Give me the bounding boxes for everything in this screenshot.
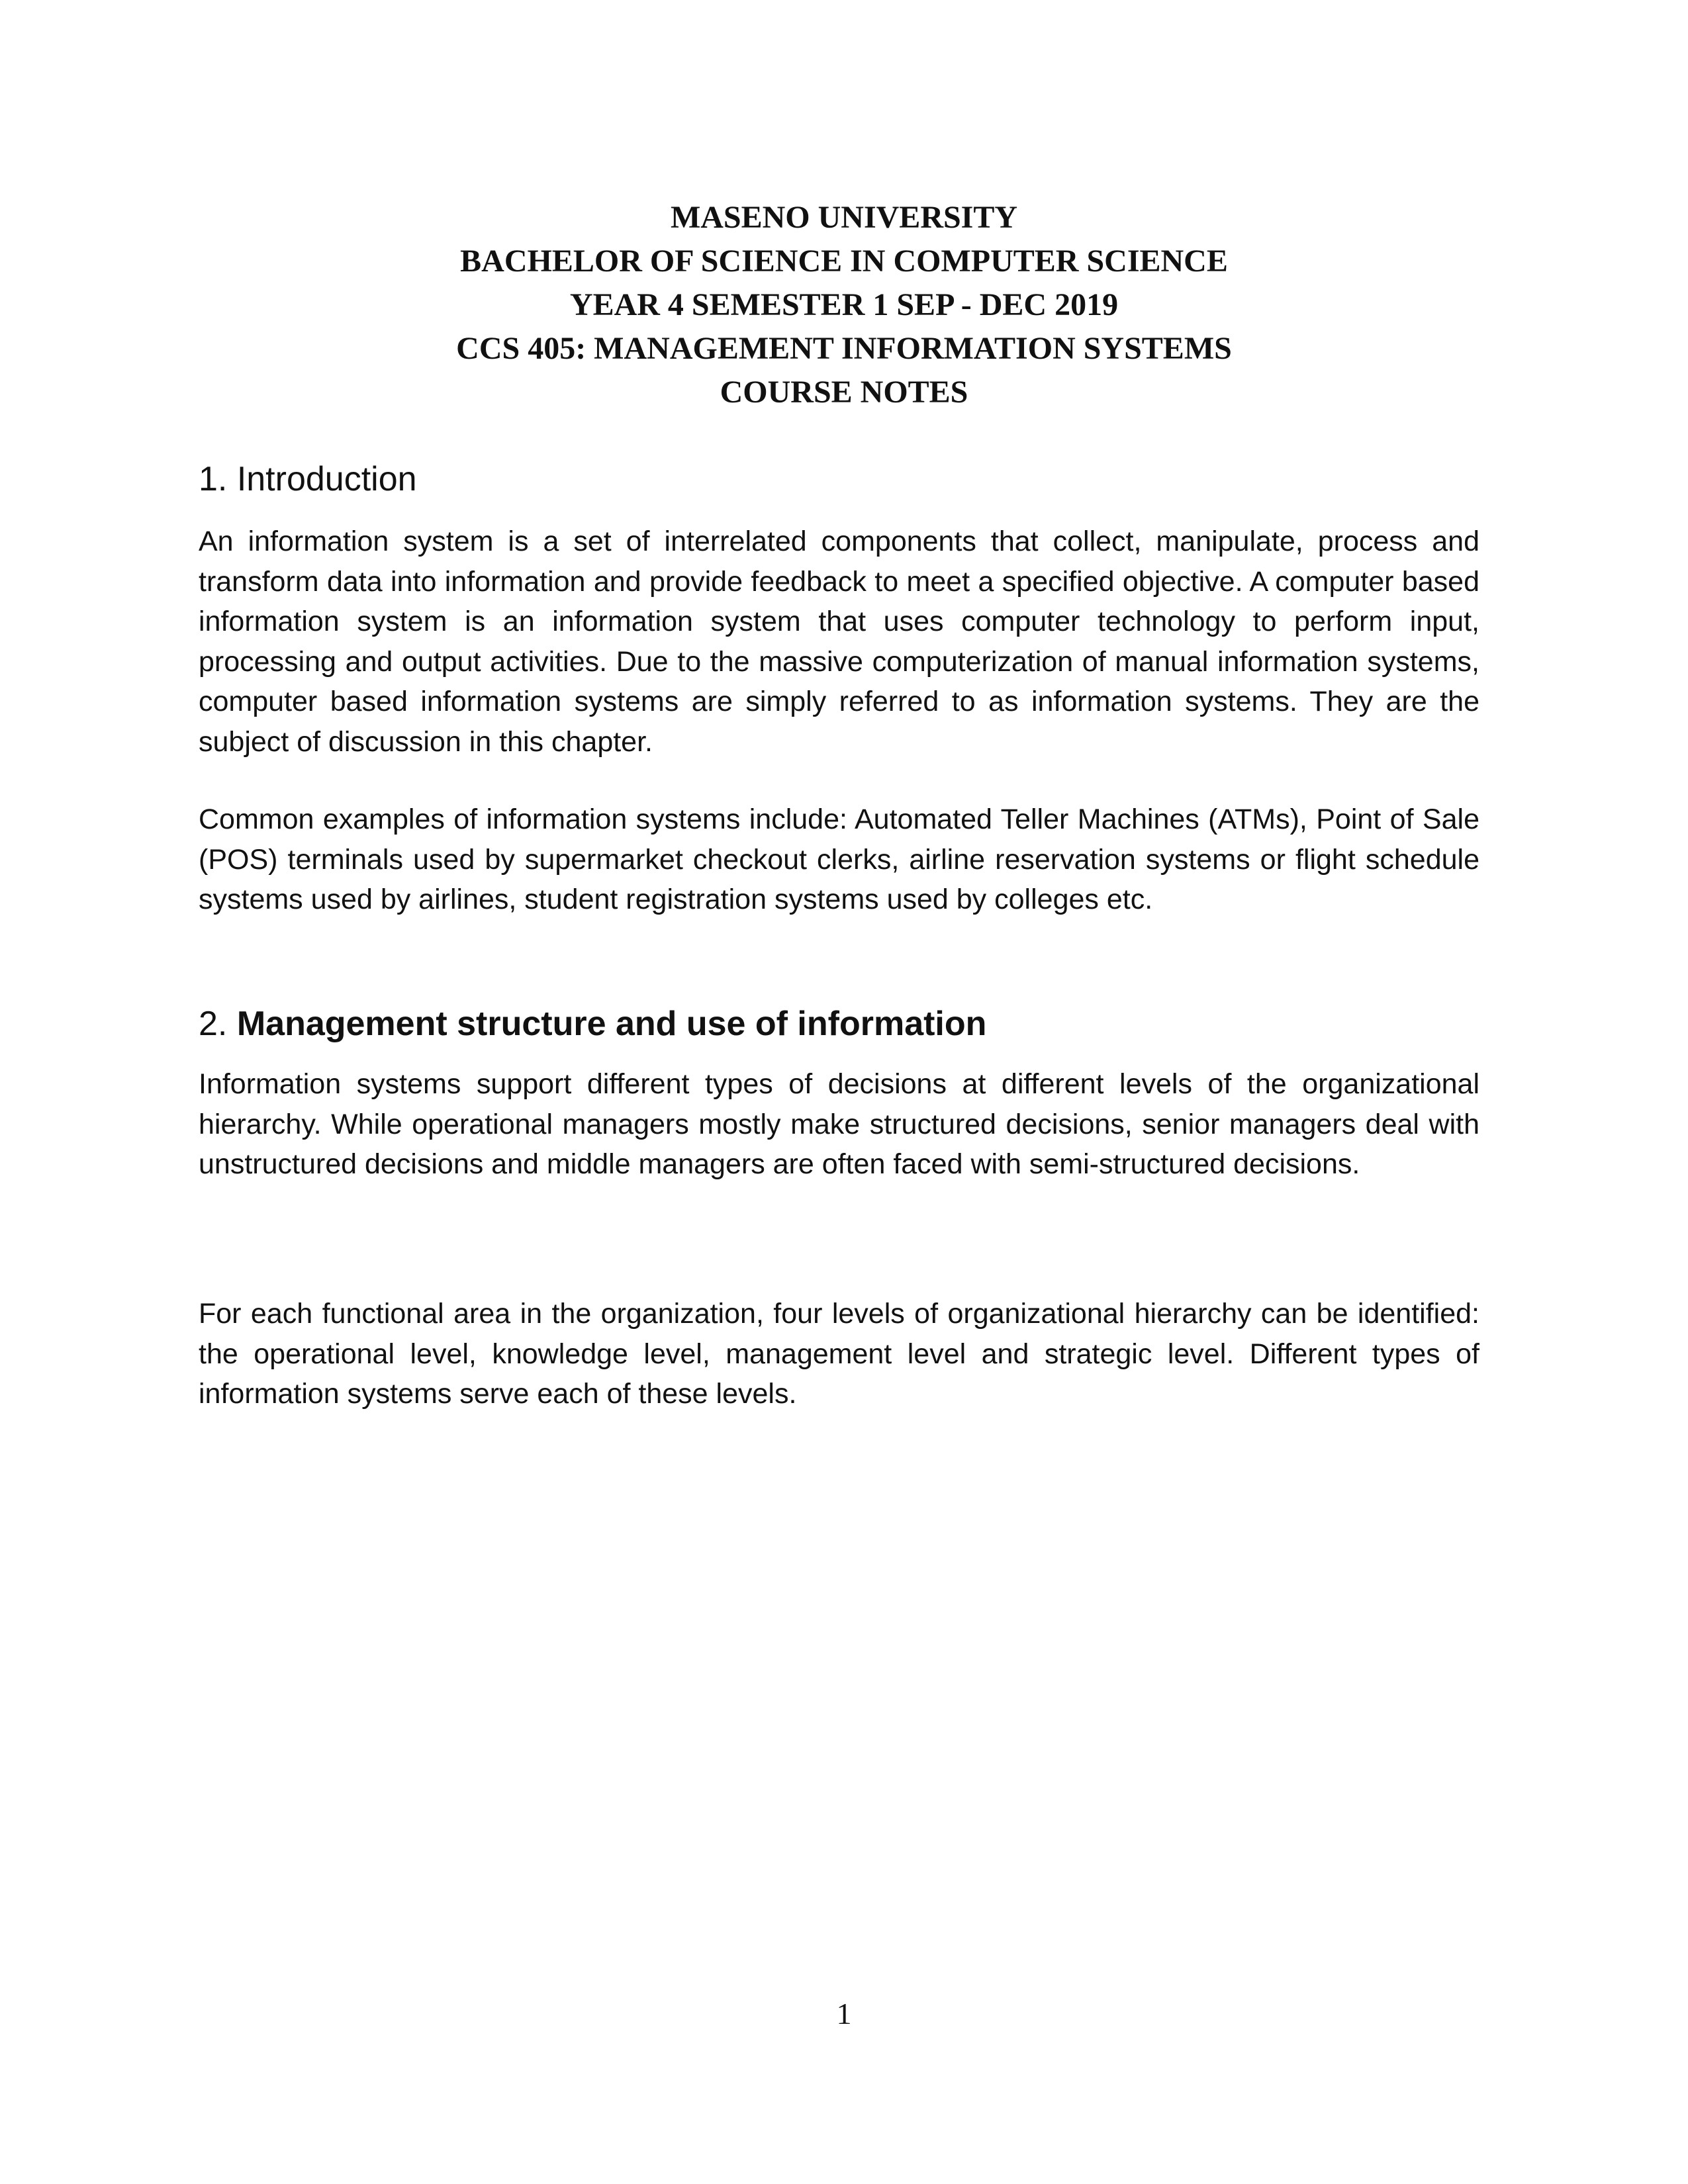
paragraph-management-decisions: Information systems support different types of decisions at different levels of the organizational hierarchy. While operational managers mostly make structured decisions, senior managers deal with unstructured decisions and middle managers are often faced with semi-structured decisions.	[199, 1068, 1479, 1180]
paragraph-introduction-definition: An information system is a set of interrelated components that collect, manipulate, process and transform data into information and provide feedback to meet a specified objective. A computer based information system is an information system that uses computer technology to perform input, processing and output activities. Due to the massive computerization of manual information systems, computer based information systems are simply referred to as information systems. They are the subject of discussion in this chapter.	[199, 525, 1479, 758]
paragraph-management-levels: For each functional area in the organization, four levels of organizational hierarchy can be identified: the operational level, knowledge level, management level and strategic level. Different types of information systems serve each of these levels.	[199, 1298, 1479, 1410]
title-semester: YEAR 4 SEMESTER 1 SEP - DEC 2019	[569, 287, 1119, 322]
section-heading-number: 2.	[199, 1005, 228, 1043]
section-heading-introduction: 1. Introduction	[199, 460, 417, 498]
title-degree: BACHELOR OF SCIENCE IN COMPUTER SCIENCE	[460, 244, 1228, 279]
paragraph-introduction-examples: Common examples of information systems include: Automated Teller Machines (ATMs), Point of Sale (POS) terminals used by supermarket checkout clerks, airline reservation systems or flight schedule systems used by airlines, student registration systems used by colleges etc.	[199, 803, 1479, 915]
section-heading-title: Management structure and use of information	[236, 1005, 987, 1043]
section-heading-management-structure	[199, 1003, 1489, 1045]
page-number: 1	[836, 1997, 852, 2030]
title-notes: COURSE NOTES	[720, 375, 968, 410]
title-course: CCS 405: MANAGEMENT INFORMATION SYSTEMS	[456, 331, 1232, 366]
document-title-block	[199, 196, 1489, 414]
title-university: MASENO UNIVERSITY	[670, 200, 1018, 235]
